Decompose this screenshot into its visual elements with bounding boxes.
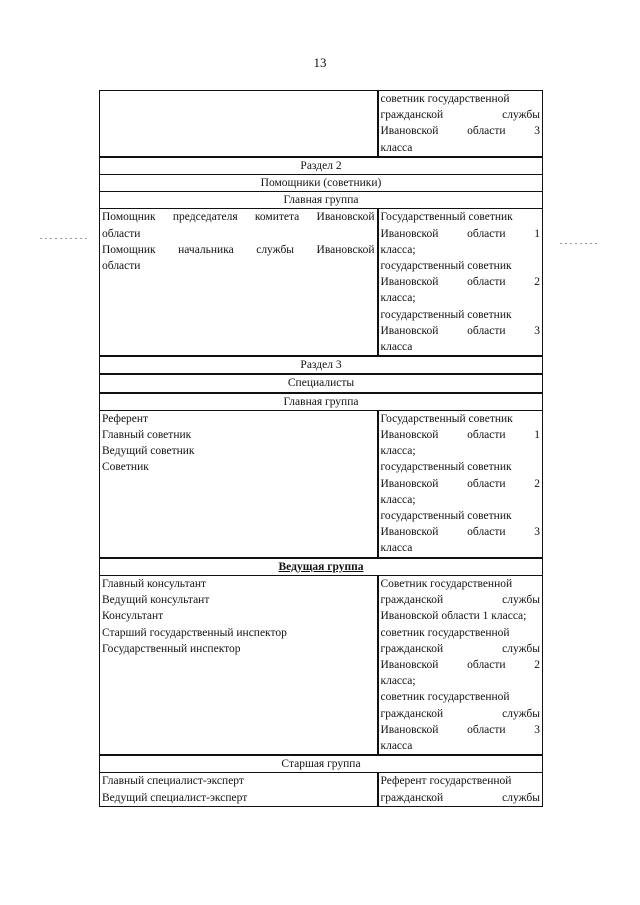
position-line: Государственный инспектор [102, 642, 241, 655]
rank-line: Ивановской области 3 [380, 125, 540, 138]
table-row [100, 575, 543, 755]
rank-line: Советник государственной [380, 577, 513, 590]
rank-line: государственный советник [380, 510, 512, 523]
rank-line: гражданской службы [380, 642, 540, 655]
rank-line: государственный советник [380, 461, 512, 474]
position-line: Ведущий советник [102, 445, 195, 458]
position-line: Старший государственный инспектор [102, 626, 287, 639]
rank-line: класса [380, 542, 413, 555]
category-title: Помощники (советники) [100, 175, 543, 192]
rank-cell [378, 410, 543, 557]
group-title: Главная группа [100, 393, 543, 411]
positions-cell [100, 575, 378, 755]
rank-line: Ивановской области 2 [380, 276, 540, 289]
rank-line: Ивановской области 2 [380, 658, 540, 671]
rank-line: гражданской службы [380, 109, 540, 122]
rank-line: гражданской службы [380, 594, 540, 607]
group-title: Главная группа [100, 192, 543, 209]
rank-line: класса [380, 341, 413, 354]
positions-cell [100, 410, 378, 557]
rank-line: Ивановской области 1 [380, 429, 540, 442]
rank-line: советник государственной [380, 93, 510, 105]
rank-cell [378, 575, 543, 755]
rank-line: Ивановской области 1 [380, 227, 540, 240]
table-row [100, 773, 543, 806]
table-row [100, 91, 543, 157]
position-line: Главный консультант [102, 577, 207, 590]
positions-cell [100, 209, 378, 356]
position-line: Ведущий консультант [102, 594, 210, 607]
rank-line: класса; [380, 292, 416, 305]
scan-artifact [40, 238, 90, 239]
rank-line: советник государственной [380, 626, 510, 639]
rank-cell [378, 91, 543, 157]
table-row [100, 209, 543, 356]
position-line: Советник [102, 461, 149, 474]
rank-line: Ивановской области 2 [380, 477, 540, 490]
rank-line: гражданской службы [380, 791, 540, 804]
group-title: Старшая группа [100, 755, 543, 773]
rank-line: класса; [380, 493, 416, 506]
position-line: Ведущий специалист-эксперт [102, 791, 248, 804]
rank-line: класса; [380, 243, 416, 256]
rank-line: Государственный советник [380, 211, 513, 224]
group-title: Ведущая группа [100, 558, 543, 576]
rank-line: Ивановской области 3 [380, 526, 540, 539]
rank-line: советник государственной [380, 691, 510, 704]
rank-line: Референт государственной [380, 775, 512, 788]
rank-line: государственный советник [380, 260, 512, 273]
position-line: Помощник начальника службы Ивановской [102, 243, 375, 256]
rank-line: класса; [380, 445, 416, 458]
empty-cell [100, 91, 378, 157]
section-title: Раздел 2 [100, 157, 543, 175]
position-line: Консультант [102, 610, 164, 623]
rank-line: Ивановской области 3 [380, 723, 540, 736]
rank-line: Государственный советник [380, 412, 513, 425]
page-number: 13 [313, 55, 327, 70]
positions-table [99, 90, 543, 807]
rank-line: Ивановской области 1 класса; [380, 610, 527, 623]
rank-cell [378, 209, 543, 356]
positions-cell [100, 773, 378, 806]
position-line: области [102, 260, 141, 273]
category-title: Специалисты [100, 374, 543, 392]
rank-line: класса [380, 141, 413, 154]
position-line: Главный советник [102, 429, 192, 442]
rank-line: гражданской службы [380, 707, 540, 720]
rank-cell [378, 773, 543, 806]
table-row [100, 410, 543, 557]
section-title: Раздел 3 [100, 356, 543, 374]
rank-line: класса [380, 739, 413, 752]
position-line: Референт [102, 412, 149, 425]
rank-line: Ивановской области 3 [380, 324, 540, 337]
scan-artifact [560, 243, 600, 244]
position-line: области [102, 227, 141, 240]
position-line: Главный специалист-эксперт [102, 775, 244, 788]
position-line: Помощник председателя комитета Ивановской [102, 211, 375, 224]
rank-line: класса; [380, 675, 416, 688]
rank-line: государственный советник [380, 308, 512, 321]
